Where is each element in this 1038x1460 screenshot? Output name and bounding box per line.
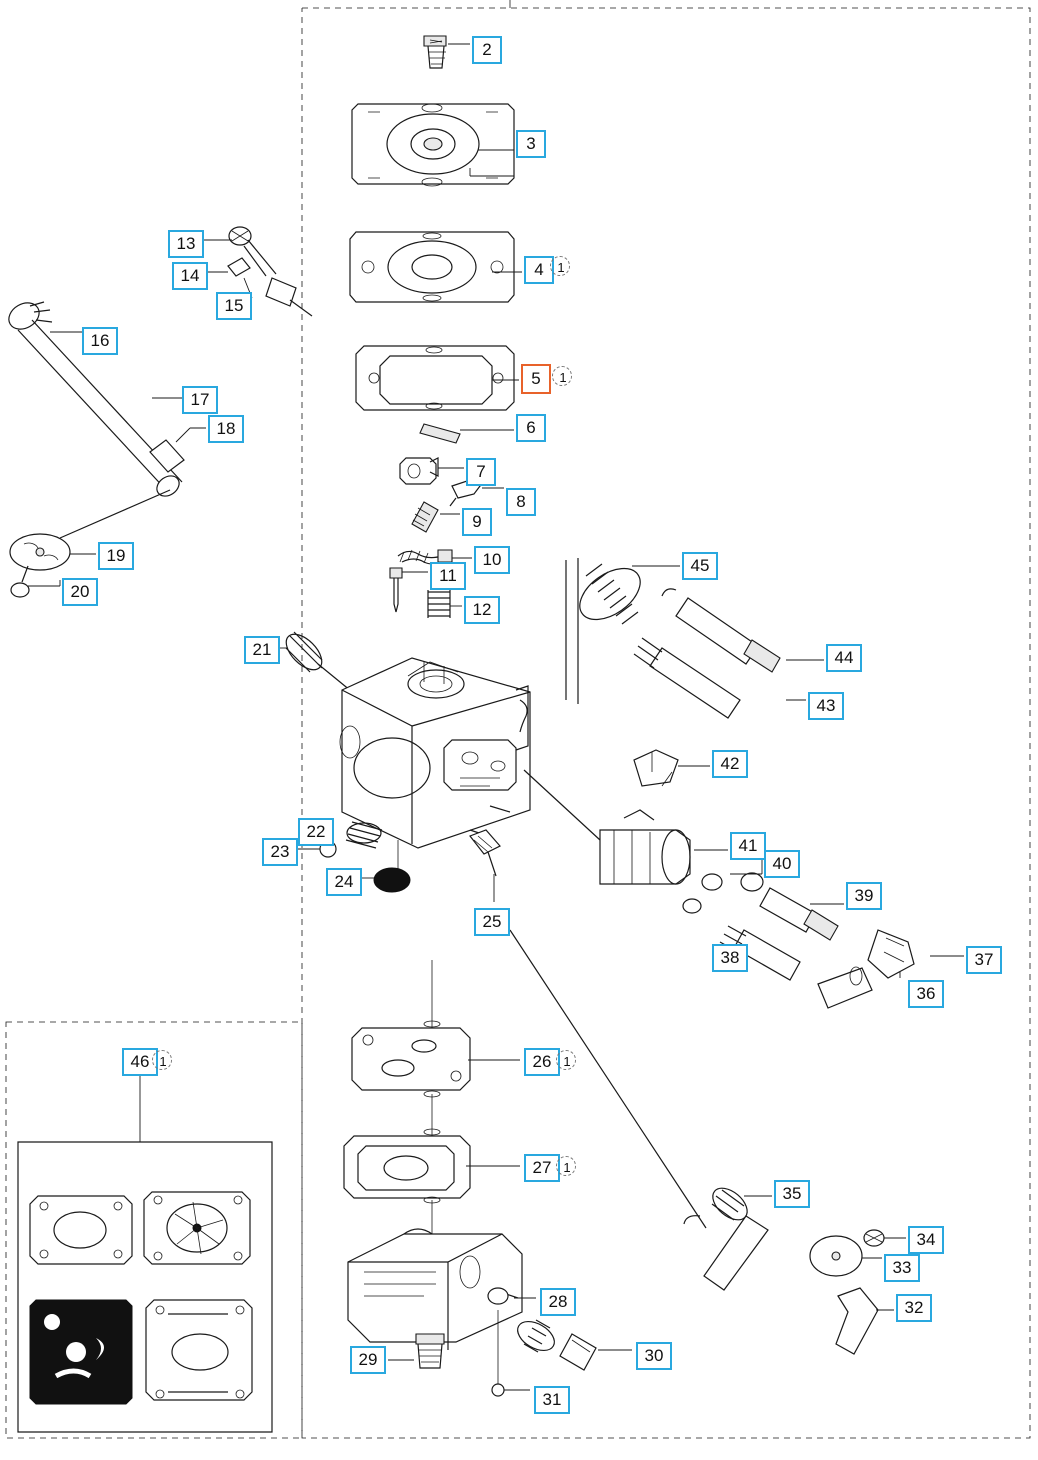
callout-39[interactable]: 39 <box>846 882 882 910</box>
callout-43[interactable]: 43 <box>808 692 844 720</box>
callout-34[interactable]: 34 <box>908 1226 944 1254</box>
quantity-value: 1 <box>159 1053 167 1069</box>
callout-44[interactable]: 44 <box>826 644 862 672</box>
callout-17[interactable]: 17 <box>182 386 218 414</box>
callout-38[interactable]: 38 <box>712 944 748 972</box>
callout-7[interactable]: 7 <box>466 458 496 486</box>
callout-11[interactable]: 11 <box>430 562 466 590</box>
callout-37[interactable]: 37 <box>966 946 1002 974</box>
callout-4[interactable]: 4 <box>524 256 554 284</box>
quantity-value: 1 <box>563 1053 571 1069</box>
callout-3[interactable]: 3 <box>516 130 546 158</box>
quantity-value: 1 <box>559 369 567 385</box>
quantity-badge-26 <box>556 1050 578 1072</box>
quantity-value: 1 <box>563 1159 571 1175</box>
callout-25[interactable]: 25 <box>474 908 510 936</box>
callout-10[interactable]: 10 <box>474 546 510 574</box>
callout-45[interactable]: 45 <box>682 552 718 580</box>
callout-16[interactable]: 16 <box>82 327 118 355</box>
callout-42[interactable]: 42 <box>712 750 748 778</box>
callout-22[interactable]: 22 <box>298 818 334 846</box>
callout-12[interactable]: 12 <box>464 596 500 624</box>
callout-27[interactable]: 27 <box>524 1154 560 1182</box>
callout-29[interactable]: 29 <box>350 1346 386 1374</box>
callout-15[interactable]: 15 <box>216 292 252 320</box>
callout-20[interactable]: 20 <box>62 578 98 606</box>
quantity-badge-46 <box>152 1050 174 1072</box>
callout-23[interactable]: 23 <box>262 838 298 866</box>
quantity-badge-4 <box>550 256 572 278</box>
callout-9[interactable]: 9 <box>462 508 492 536</box>
callout-46[interactable]: 46 <box>122 1048 158 1076</box>
callout-36[interactable]: 36 <box>908 980 944 1008</box>
callout-21[interactable]: 21 <box>244 636 280 664</box>
callout-40[interactable]: 40 <box>764 850 800 878</box>
callout-41[interactable]: 41 <box>730 832 766 860</box>
callout-19[interactable]: 19 <box>98 542 134 570</box>
callout-30[interactable]: 30 <box>636 1342 672 1370</box>
callout-5[interactable]: 5 <box>521 364 551 394</box>
callout-6[interactable]: 6 <box>516 414 546 442</box>
callout-2[interactable]: 2 <box>472 36 502 64</box>
callout-28[interactable]: 28 <box>540 1288 576 1316</box>
callout-26[interactable]: 26 <box>524 1048 560 1076</box>
callout-31[interactable]: 31 <box>534 1386 570 1414</box>
callout-24[interactable]: 24 <box>326 868 362 896</box>
callout-8[interactable]: 8 <box>506 488 536 516</box>
quantity-badge-5 <box>552 366 574 388</box>
callout-33[interactable]: 33 <box>884 1254 920 1282</box>
callout-18[interactable]: 18 <box>208 415 244 443</box>
quantity-badge-27 <box>556 1156 578 1178</box>
callout-13[interactable]: 13 <box>168 230 204 258</box>
callout-14[interactable]: 14 <box>172 262 208 290</box>
quantity-value: 1 <box>557 259 565 275</box>
callout-35[interactable]: 35 <box>774 1180 810 1208</box>
callout-32[interactable]: 32 <box>896 1294 932 1322</box>
